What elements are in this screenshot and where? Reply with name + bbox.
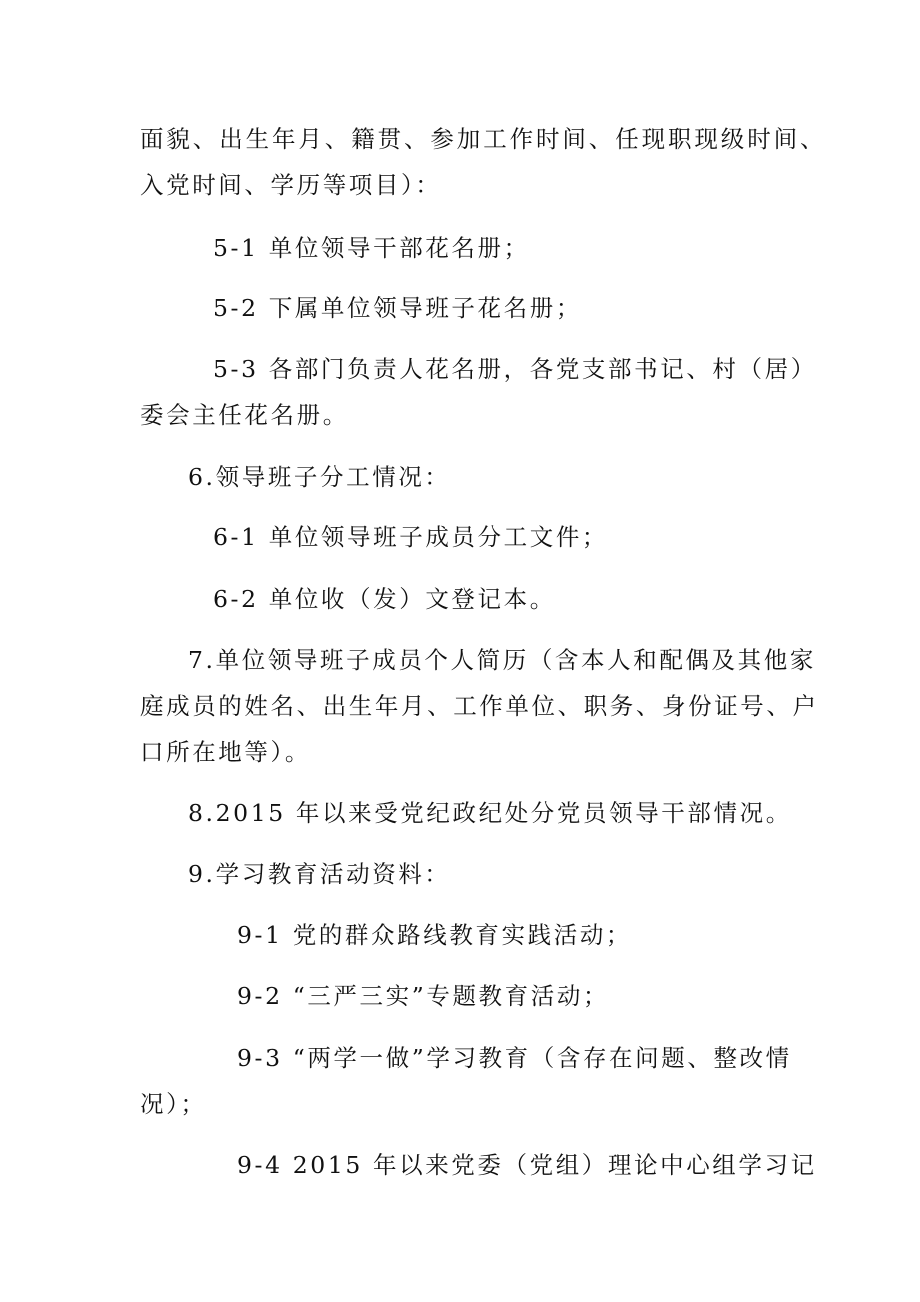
text-line: 面貌、出生年月、籍贯、参加工作时间、任现职现级时间、: [140, 125, 827, 153]
text-line: 6.领导班子分工情况：: [188, 463, 451, 491]
text-line: 口所在地等）。: [140, 738, 311, 766]
text-line: 6-1 单位领导班子成员分工文件；: [213, 523, 609, 551]
text-line: 9-1 党的群众路线教育实践活动；: [237, 921, 633, 949]
text-line: 9.学习教育活动资料：: [188, 860, 451, 888]
text-line: 5-2 下属单位领导班子花名册；: [213, 294, 582, 322]
text-line: 9-4 2015 年以来党委（党组）理论中心组学习记: [237, 1151, 817, 1179]
text-line: 庭成员的姓名、出生年月、工作单位、职务、身份证号、户: [140, 692, 819, 720]
text-line: 8.2015 年以来受党纪政纪处分党员领导干部情况。: [188, 799, 792, 827]
text-line: 5-3 各部门负责人花名册，各党支部书记、村（居）: [213, 355, 817, 383]
text-line: 入党时间、学历等项目）：: [140, 171, 442, 199]
text-line: 5-1 单位领导干部花名册；: [213, 234, 530, 262]
text-line: 7.单位领导班子成员个人简历（含本人和配偶及其他家: [188, 646, 816, 674]
text-line: 况）；: [140, 1090, 207, 1118]
text-line: 9-2 “三严三实”专题教育活动；: [237, 982, 610, 1010]
text-line: 委会主任花名册。: [140, 401, 349, 429]
text-line: 6-2 单位收（发）文登记本。: [213, 585, 556, 613]
text-line: 9-3 “两学一做”学习教育（含存在问题、整改情: [237, 1044, 792, 1072]
